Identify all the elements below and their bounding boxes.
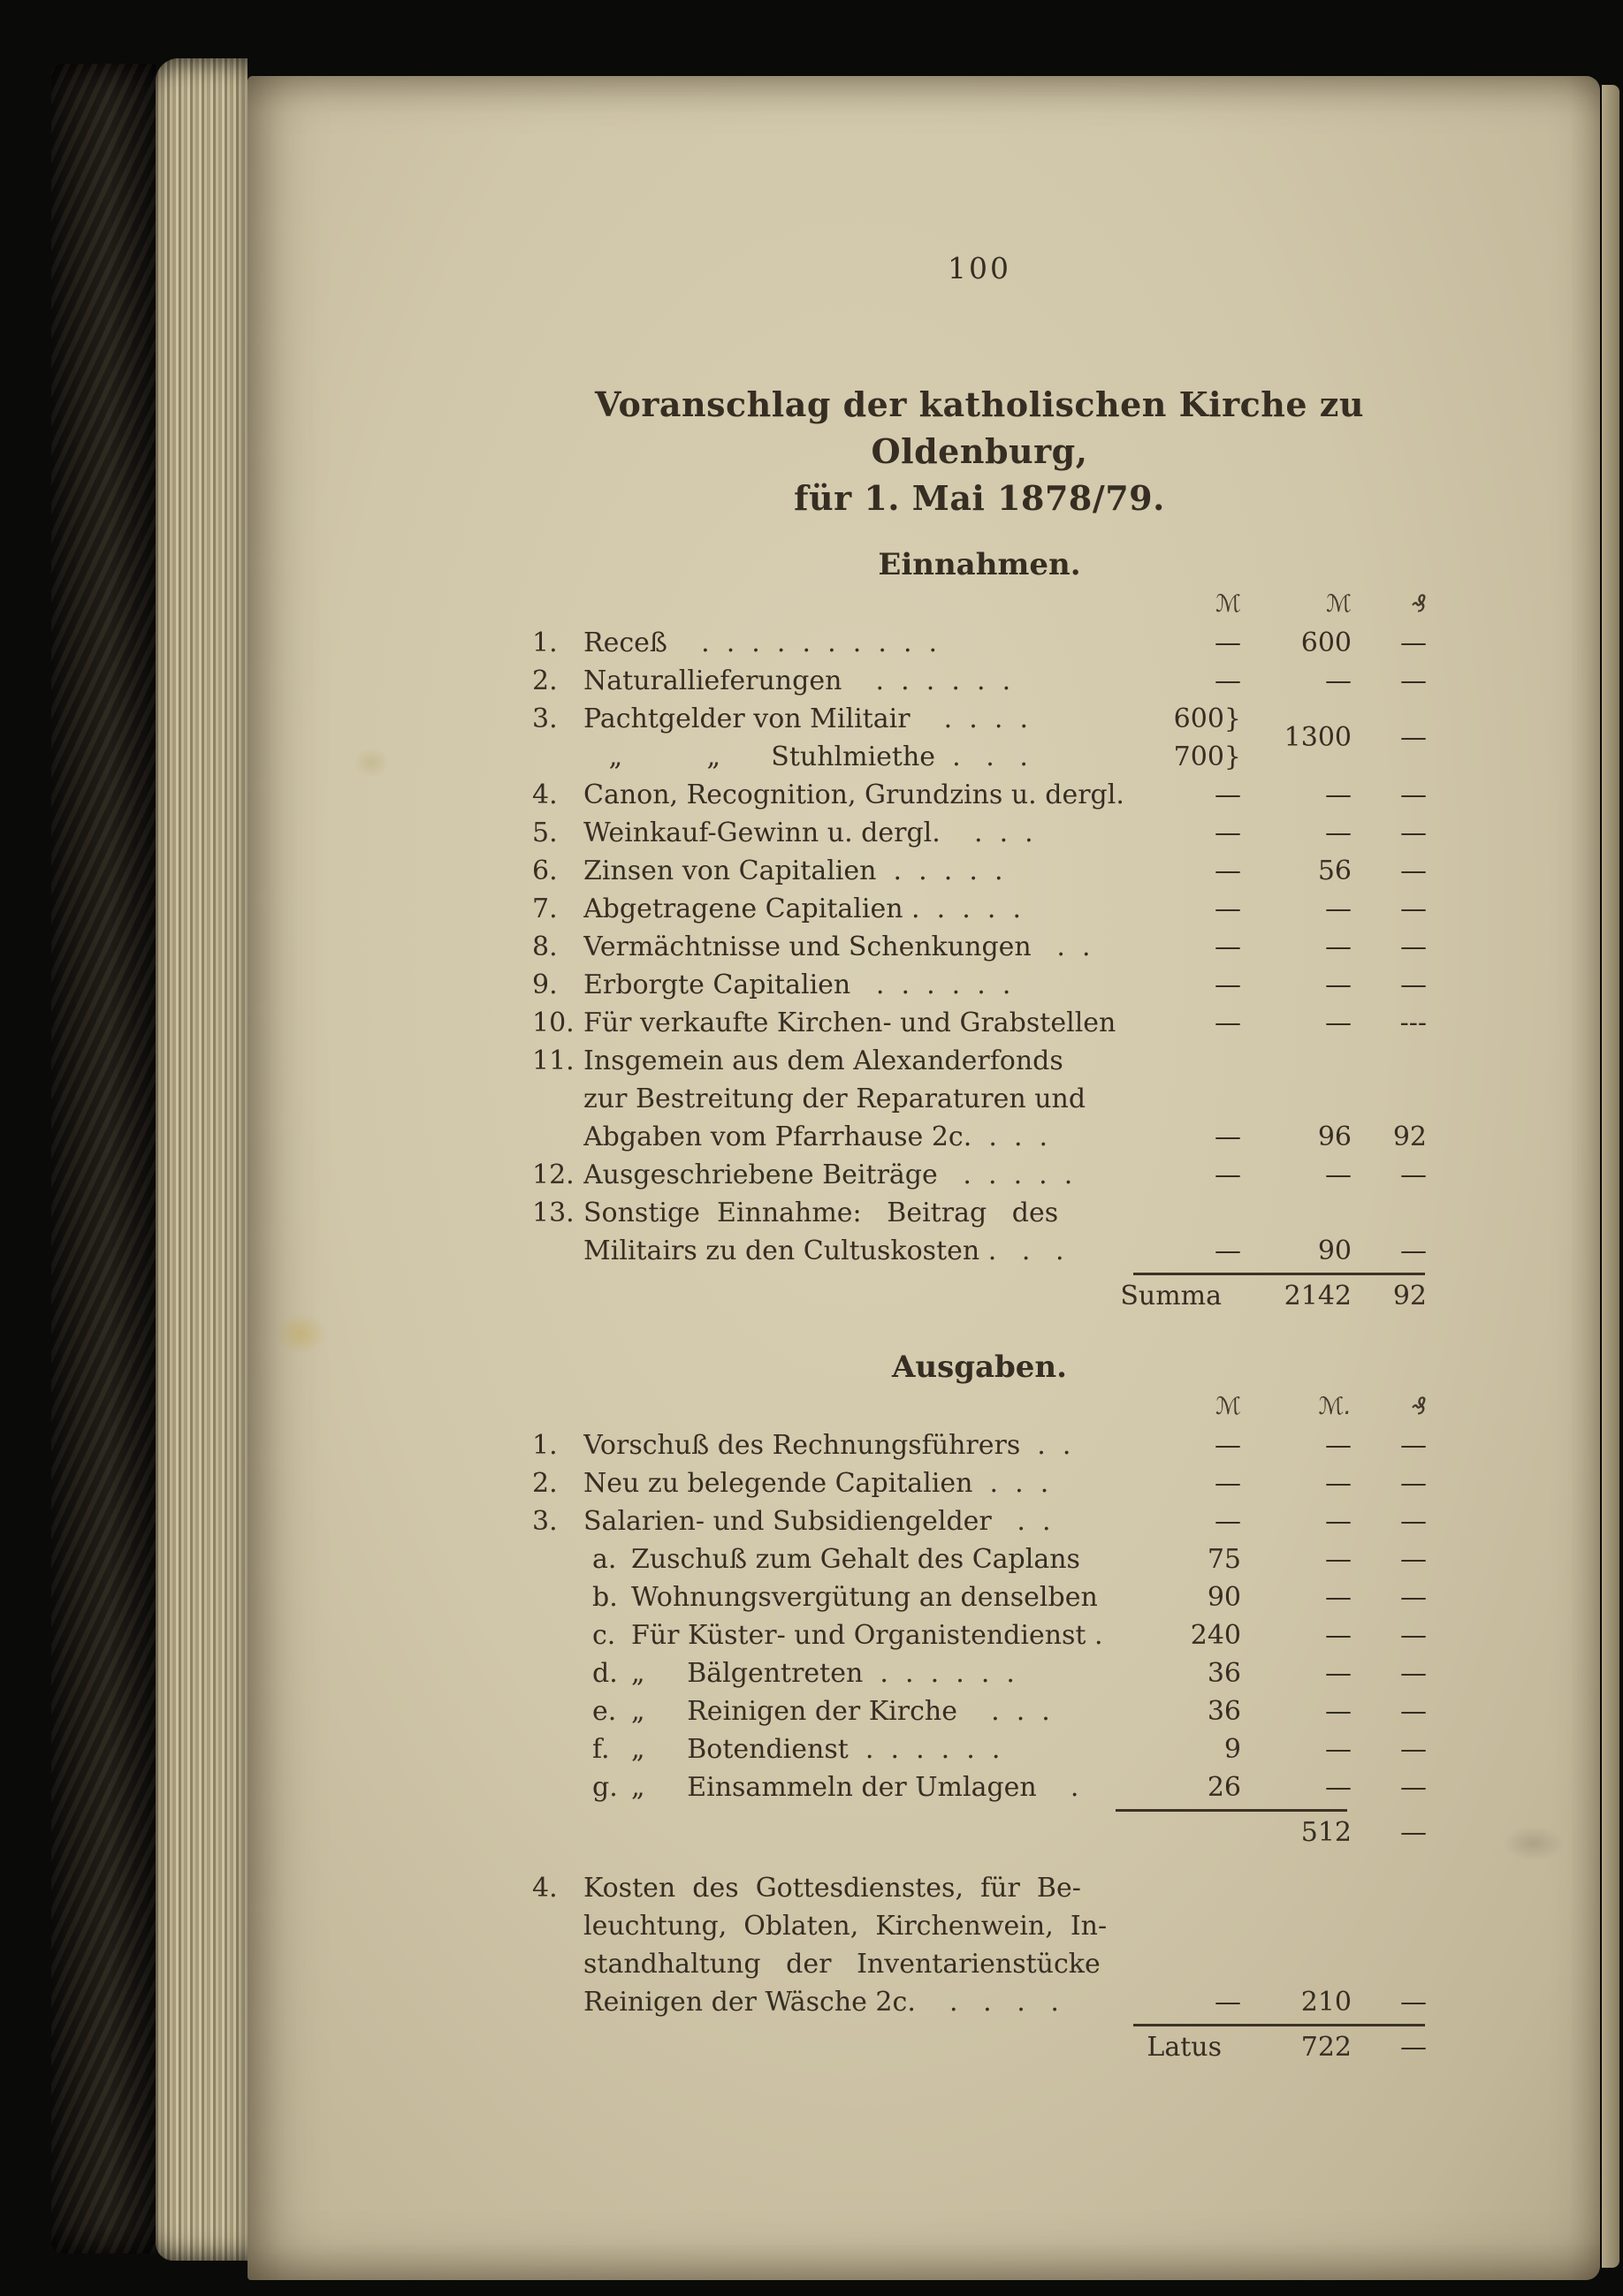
amount-col-2 — [1241, 1907, 1352, 1945]
row-label: Zinsen von Capitalien . . . . . — [583, 855, 1003, 886]
amount-col-1 — [1157, 1907, 1241, 1945]
header-spacer — [583, 1391, 1157, 1426]
row-label-text: Wohnungsvergütung an denselben — [631, 1582, 1098, 1613]
amount-col-3 — [1352, 1869, 1427, 1907]
amount-col-3: — — [1400, 1159, 1427, 1190]
row-number — [532, 1578, 583, 1616]
table-row — [532, 1426, 1427, 1464]
row-label: Reinigen der Wäsche 2c. . . . . — [583, 1987, 1059, 2018]
table-row — [532, 1983, 1427, 2021]
table-row — [532, 1692, 1427, 1730]
currency-header-einnahmen — [532, 589, 1427, 624]
amount-col-2: — — [1325, 893, 1352, 924]
row-number: 10. — [532, 1007, 575, 1038]
row-label — [583, 1692, 1157, 1730]
row-label: Naturallieferungen . . . . . . — [583, 665, 1011, 696]
row-label-text: Für Küster- und Organistendienst . — [631, 1620, 1103, 1651]
page-number: 100 — [948, 251, 1011, 285]
row-label: Militairs zu den Cultuskosten . . . — [583, 1235, 1064, 1266]
amount-col-1 — [1157, 1945, 1241, 1983]
table-row — [532, 1156, 1427, 1194]
table-row — [532, 852, 1427, 890]
table-row — [532, 1080, 1427, 1118]
row-number — [532, 1730, 583, 1768]
table-row — [532, 1945, 1427, 1983]
page-edge-stack — [156, 58, 248, 2261]
row-number — [532, 1232, 583, 1270]
row-number — [532, 1080, 583, 1118]
amount-col-3: — — [1400, 1582, 1427, 1613]
table-row — [532, 1194, 1427, 1232]
amount-col-1: — — [1215, 1159, 1241, 1190]
amount-col-3: — — [1400, 855, 1427, 886]
amount-col-2: 90 — [1317, 1235, 1352, 1266]
row-number: 7. — [532, 893, 558, 924]
amount-col-3: — — [1400, 969, 1427, 1000]
table-row — [532, 1502, 1427, 1540]
amount-col-2: — — [1325, 1734, 1352, 1765]
row-number — [532, 1768, 583, 1806]
amount-col-1: 26 — [1207, 1772, 1241, 1803]
total-label: Latus — [1147, 2032, 1222, 2063]
row-letter: c. — [592, 1620, 616, 1651]
amount-col-2: — — [1325, 1430, 1352, 1461]
amount-col-1: — — [1215, 1430, 1241, 1461]
row-letter: e. — [592, 1696, 617, 1727]
row-label-text: „ Reinigen der Kirche . . . — [631, 1696, 1050, 1727]
row-number: 3. — [532, 703, 558, 734]
table-row — [532, 1907, 1427, 1945]
amount-col-2: 512 — [1300, 1817, 1352, 1848]
table-row — [532, 1118, 1427, 1156]
amount-col-3: — — [1400, 1544, 1427, 1575]
title-line-2: für 1. Mai 1878/79. — [794, 478, 1165, 518]
row-number: 9. — [532, 969, 558, 1000]
amount-col-1: — — [1215, 1235, 1241, 1266]
row-number: 4. — [532, 779, 558, 810]
row-label: leuchtung, Oblaten, Kirchenwein, In- — [583, 1911, 1108, 1942]
amount-col-3 — [1352, 1945, 1427, 1983]
row-number — [532, 1616, 583, 1654]
amount-col-1: — — [1215, 1007, 1241, 1038]
row-number: 2. — [532, 1468, 558, 1499]
row-label: Receß . . . . . . . . . . — [583, 627, 938, 658]
table-row-group — [532, 700, 1427, 776]
amount-col-1: — — [1215, 627, 1241, 658]
amount-col-1 — [1157, 1042, 1241, 1080]
row-number: 11. — [532, 1045, 575, 1076]
amount-col-1: — — [1215, 665, 1241, 696]
row-label: Abgaben vom Pfarrhause 2c. . . . — [583, 1121, 1048, 1152]
amount-col-2: — — [1325, 1468, 1352, 1499]
amount-col-3: — — [1400, 1658, 1427, 1689]
sum-rule — [1116, 1809, 1347, 1812]
amount-col-2: — — [1325, 817, 1352, 848]
amount-col-3: — — [1400, 1620, 1427, 1651]
amount-col-1: — — [1215, 969, 1241, 1000]
row-label: Kosten des Gottesdienstes, für Be- — [583, 1873, 1081, 1904]
amount-col-2: — — [1325, 1772, 1352, 1803]
subtotal-row — [532, 1813, 1427, 1851]
row-number: 8. — [532, 931, 558, 962]
amount-col-3: 92 — [1392, 1281, 1427, 1311]
amount-col-2: 2142 — [1284, 1281, 1352, 1311]
amount-col-1: 240 — [1190, 1620, 1241, 1651]
amount-col-1: — — [1215, 1987, 1241, 2018]
table-row — [532, 1616, 1427, 1654]
row-label: Erborgte Capitalien . . . . . . — [583, 969, 1011, 1000]
table-row — [532, 1232, 1427, 1270]
amount-col-3: — — [1400, 1817, 1427, 1848]
row-label — [583, 1540, 1157, 1578]
row-label — [583, 1578, 1157, 1616]
amount-col-2: 722 — [1300, 2032, 1352, 2063]
row-label-text: „ Bälgentreten . . . . . . — [631, 1658, 1015, 1689]
row-letter: g. — [592, 1772, 618, 1803]
header-spacer — [532, 1391, 583, 1426]
amount-col-3: — — [1400, 1696, 1427, 1727]
amount-col-1: — — [1215, 779, 1241, 810]
row-number — [532, 1983, 583, 2021]
amount-col-2 — [1241, 1080, 1352, 1118]
amount-col-3: — — [1400, 627, 1427, 658]
amount-col-1 — [1157, 1869, 1241, 1907]
row-label — [583, 1768, 1157, 1806]
paper-stain — [274, 1313, 327, 1354]
row-number: 3. — [532, 1506, 558, 1537]
paper-stain — [1503, 1826, 1565, 1861]
row-label: „ „ Stuhlmiethe . . . — [583, 741, 1028, 772]
row-label — [583, 1730, 1157, 1768]
table-row — [532, 814, 1427, 852]
total-label — [532, 1813, 1241, 1851]
row-label — [583, 1616, 1157, 1654]
row-number — [532, 738, 583, 776]
row-letter: a. — [592, 1544, 617, 1575]
adjacent-page-edge — [1602, 85, 1619, 2268]
row-letter: b. — [592, 1582, 618, 1613]
table-row — [532, 1869, 1427, 1907]
row-label-text: „ Einsammeln der Umlagen . — [631, 1772, 1079, 1803]
amount-col-2: 96 — [1317, 1121, 1352, 1152]
amount-col-1: — — [1215, 1506, 1241, 1537]
sum-rule — [1133, 2024, 1425, 2026]
amount-col-2: — — [1325, 1007, 1352, 1038]
amount-col-1: 75 — [1207, 1544, 1241, 1575]
amount-col-3 — [1352, 1907, 1427, 1945]
paper-stain — [354, 748, 389, 778]
amount-col-3: — — [1400, 1772, 1427, 1803]
amount-col-2: — — [1325, 969, 1352, 1000]
amount-col-1: 9 — [1223, 1734, 1241, 1765]
table-row — [532, 1042, 1427, 1080]
row-label: Vorschuß des Rechnungsführers . . — [583, 1430, 1071, 1461]
amount-col-3: — — [1400, 1506, 1427, 1537]
amount-col-1: — — [1215, 817, 1241, 848]
amount-col-2 — [1241, 1945, 1352, 1983]
amount-col-2: — — [1325, 1159, 1352, 1190]
row-number — [532, 1540, 583, 1578]
amount-col-1: 600} — [1173, 703, 1241, 734]
amount-col-2: 600 — [1300, 627, 1352, 658]
amount-col-3: — — [1400, 665, 1427, 696]
page-title — [532, 381, 1427, 521]
row-label-text: Zuschuß zum Gehalt des Caplans — [631, 1544, 1080, 1575]
combined-amount: 1300 — [1284, 722, 1352, 753]
table-row — [532, 1004, 1427, 1042]
amount-col-2 — [1241, 1869, 1352, 1907]
book-page — [248, 76, 1600, 2280]
amount-col-2: — — [1325, 1696, 1352, 1727]
row-label: Insgemein aus dem Alexanderfonds — [583, 1045, 1063, 1076]
row-number: 13. — [532, 1197, 575, 1228]
pfennig-symbol: ₰ — [1411, 1393, 1427, 1420]
amount-col-3: — — [1400, 1468, 1427, 1499]
row-label: Sonstige Einnahme: Beitrag des — [583, 1197, 1059, 1228]
row-number: 12. — [532, 1159, 575, 1190]
table-row — [532, 662, 1427, 700]
amount-col-2 — [1241, 1194, 1352, 1232]
header-spacer — [532, 589, 583, 624]
row-label-text: „ Botendienst . . . . . . — [631, 1734, 1001, 1765]
table-row — [532, 776, 1427, 814]
einnahmen-table — [532, 624, 1427, 1315]
pfennig-symbol: ₰ — [1411, 590, 1427, 618]
row-number: 2. — [532, 665, 558, 696]
amount-col-1: 700} — [1173, 741, 1241, 772]
table-row — [532, 966, 1427, 1004]
row-number — [532, 1945, 583, 1983]
row-label: Neu zu belegende Capitalien . . . — [583, 1468, 1049, 1499]
section-heading-ausgaben: Ausgaben. — [891, 1349, 1067, 1385]
amount-col-2: 210 — [1300, 1987, 1352, 2018]
row-label — [583, 1654, 1157, 1692]
currency-header-ausgaben — [532, 1391, 1427, 1426]
table-row — [532, 1768, 1427, 1806]
amount-col-3 — [1352, 1080, 1427, 1118]
amount-col-1: 36 — [1207, 1696, 1241, 1727]
row-label: standhaltung der Inventarienstücke — [583, 1949, 1101, 1980]
amount-col-3: — — [1400, 893, 1427, 924]
amount-col-2: 56 — [1317, 855, 1352, 886]
total-label: Summa — [1120, 1281, 1222, 1311]
row-number: 6. — [532, 855, 558, 886]
amount-col-3: — — [1400, 1430, 1427, 1461]
row-label: Für verkaufte Kirchen- und Grabstellen — [583, 1007, 1116, 1038]
mark-symbol: ℳ — [1215, 1393, 1241, 1420]
book-spine — [51, 64, 156, 2254]
amount-col-3: — — [1400, 722, 1427, 753]
amount-col-1: 36 — [1207, 1658, 1241, 1689]
row-label: Salarien- und Subsidiengelder . . — [583, 1506, 1051, 1537]
amount-col-2: — — [1325, 1620, 1352, 1651]
table-row — [532, 928, 1427, 966]
latus-row — [532, 2028, 1427, 2066]
row-label: zur Bestreitung der Reparaturen und — [583, 1083, 1086, 1114]
section-heading-einnahmen: Einnahmen. — [878, 547, 1081, 582]
amount-col-2: — — [1325, 931, 1352, 962]
sum-rule — [1133, 1273, 1425, 1275]
amount-col-2: — — [1325, 1658, 1352, 1689]
amount-col-1: 90 — [1207, 1582, 1241, 1613]
header-spacer — [583, 589, 1157, 624]
amount-col-3: — — [1400, 1987, 1427, 2018]
amount-col-1 — [1157, 1194, 1241, 1232]
amount-col-3: — — [1400, 779, 1427, 810]
ausgaben-table — [532, 1426, 1427, 2066]
row-number: 1. — [532, 1430, 558, 1461]
row-number — [532, 1692, 583, 1730]
row-label: Abgetragene Capitalien . . . . . — [583, 893, 1022, 924]
amount-col-3: — — [1400, 817, 1427, 848]
amount-col-1: — — [1215, 1468, 1241, 1499]
amount-col-3 — [1352, 1042, 1427, 1080]
row-number — [532, 1654, 583, 1692]
amount-col-2: — — [1325, 1582, 1352, 1613]
amount-col-3: — — [1400, 1734, 1427, 1765]
row-label: Ausgeschriebene Beiträge . . . . . — [583, 1159, 1073, 1190]
mark-symbol: ℳ — [1215, 590, 1241, 618]
row-letter: f. — [592, 1734, 610, 1765]
table-row — [532, 1654, 1427, 1692]
spacer — [532, 1851, 1427, 1869]
row-label: Pachtgelder von Militair . . . . — [583, 703, 1029, 734]
summa-row — [532, 1277, 1427, 1315]
amount-col-1: — — [1215, 893, 1241, 924]
row-letter: d. — [592, 1658, 618, 1689]
row-number — [532, 1907, 583, 1945]
amount-col-1 — [1157, 1080, 1241, 1118]
amount-col-3 — [1352, 1194, 1427, 1232]
page-content — [532, 249, 1427, 2066]
table-row — [532, 1730, 1427, 1768]
row-label: Vermächtnisse und Schenkungen . . — [583, 931, 1091, 962]
amount-col-2: — — [1325, 665, 1352, 696]
table-row — [532, 890, 1427, 928]
amount-col-1: — — [1215, 855, 1241, 886]
amount-col-3: 92 — [1392, 1121, 1427, 1152]
title-line-1: Voranschlag der katholischen Kirche zu Oldenburg, — [594, 384, 1365, 471]
amount-col-2: — — [1325, 779, 1352, 810]
mark-symbol: ℳ. — [1318, 1393, 1352, 1420]
table-row — [532, 1464, 1427, 1502]
amount-col-2: — — [1325, 1544, 1352, 1575]
row-number — [532, 1118, 583, 1156]
amount-col-2 — [1241, 1042, 1352, 1080]
row-label: Weinkauf-Gewinn u. dergl. . . . — [583, 817, 1033, 848]
row-number: 4. — [532, 1873, 558, 1904]
mark-symbol: ℳ — [1326, 590, 1352, 618]
table-row — [532, 1540, 1427, 1578]
amount-col-3: — — [1400, 2032, 1427, 2063]
table-row — [532, 624, 1427, 662]
row-number: 1. — [532, 627, 558, 658]
row-number: 5. — [532, 817, 558, 848]
amount-col-2: — — [1325, 1506, 1352, 1537]
row-label: Canon, Recognition, Grundzins u. dergl. — [583, 779, 1124, 810]
amount-col-1: — — [1215, 1121, 1241, 1152]
amount-col-1: — — [1215, 931, 1241, 962]
amount-col-3: — — [1400, 1235, 1427, 1266]
amount-col-3: — — [1400, 931, 1427, 962]
amount-col-3: --- — [1399, 1007, 1427, 1038]
table-row — [532, 1578, 1427, 1616]
